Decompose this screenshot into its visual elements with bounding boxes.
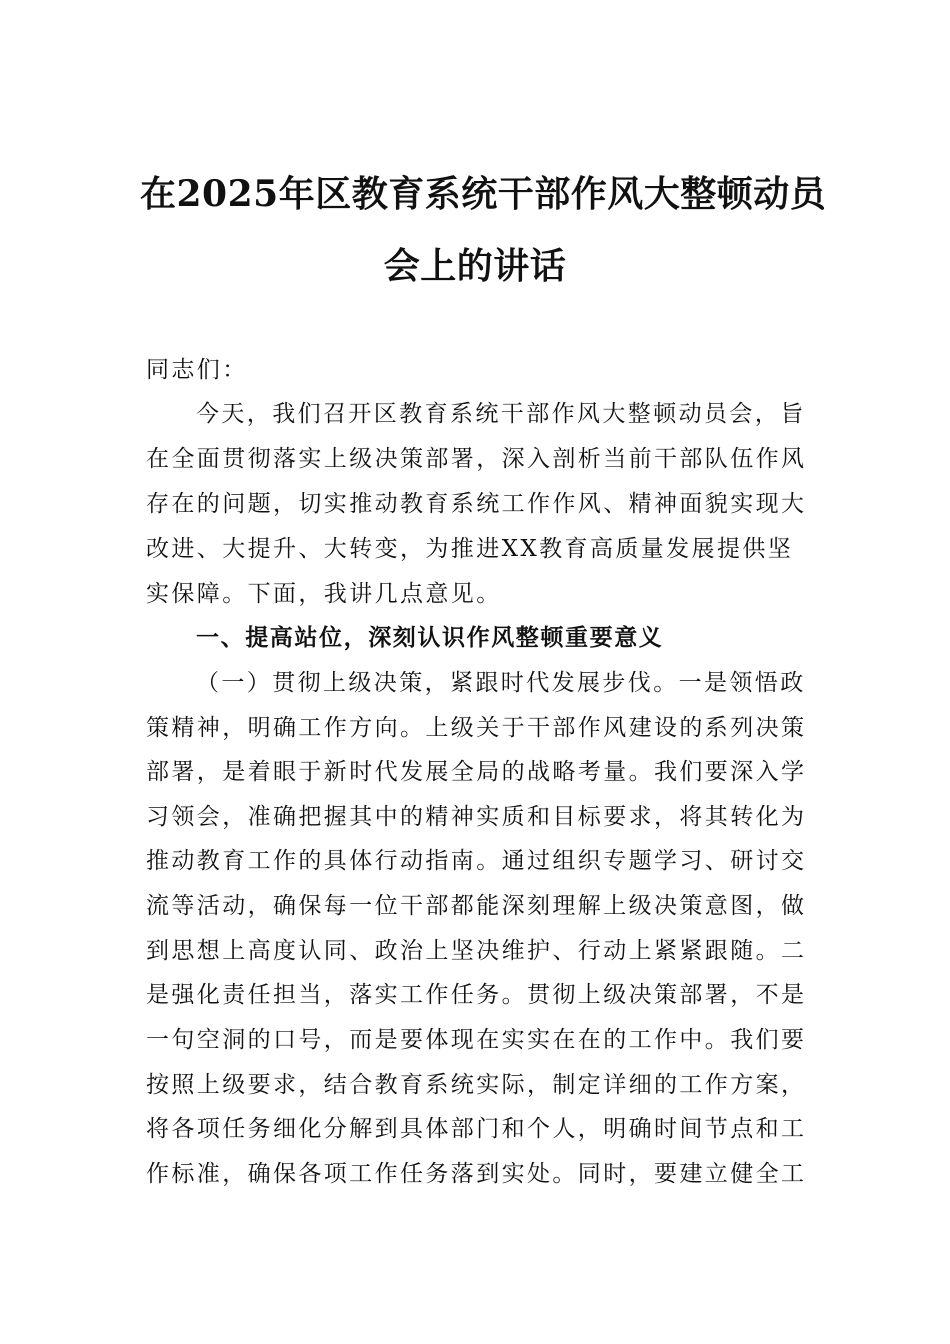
body-line: 策精神，明确工作方向。上级关于干部作风建设的系列决策 <box>146 715 807 741</box>
document-title-line-1: 在2025年区教育系统干部作风大整顿动员 <box>140 173 827 215</box>
body-line: 推动教育工作的具体行动指南。通过组织专题学习、研讨交 <box>146 848 807 874</box>
body-line: 按照上级要求，结合教育系统实际，制定详细的工作方案， <box>146 1072 807 1098</box>
body-line: 将各项任务细化分解到具体部门和个人，明确时间节点和工 <box>146 1116 807 1142</box>
body-line: 到思想上高度认同、政治上坚决维护、行动上紧紧跟随。二 <box>146 938 807 964</box>
body-line: （一）贯彻上级决策，紧跟时代发展步伐。一是领悟政 <box>196 670 806 696</box>
body-line: 习领会，准确把握其中的精神实质和目标要求，将其转化为 <box>146 804 807 830</box>
body-line: 作标准，确保各项工作任务落到实处。同时，要建立健全工 <box>146 1161 807 1187</box>
intro-line: 存在的问题，切实推动教育系统工作作风、精神面貌实现大 <box>146 491 807 517</box>
document-title-line-2: 会上的讲话 <box>383 245 567 287</box>
intro-line: 今天，我们召开区教育系统干部作风大整顿动员会，旨 <box>196 401 806 427</box>
intro-line: 在全面贯彻落实上级决策部署，深入剖析当前干部队伍作风 <box>146 446 807 472</box>
intro-line: 实保障。下面，我讲几点意见。 <box>146 581 502 607</box>
body-line: 部署，是着眼于新时代发展全局的战略考量。我们要深入学 <box>146 759 807 785</box>
salutation: 同志们： <box>146 357 248 383</box>
section-heading: 一、提高站位，深刻认识作风整顿重要意义 <box>196 625 664 651</box>
body-line: 是强化责任担当，落实工作任务。贯彻上级决策部署，不是 <box>146 982 807 1008</box>
body-line: 流等活动，确保每一位干部都能深刻理解上级决策意图，做 <box>146 893 807 919</box>
body-line: 一句空洞的口号，而是要体现在实实在在的工作中。我们要 <box>146 1027 807 1053</box>
intro-line: 改进、大提升、大转变，为推进XX教育高质量发展提供坚 <box>146 536 794 562</box>
